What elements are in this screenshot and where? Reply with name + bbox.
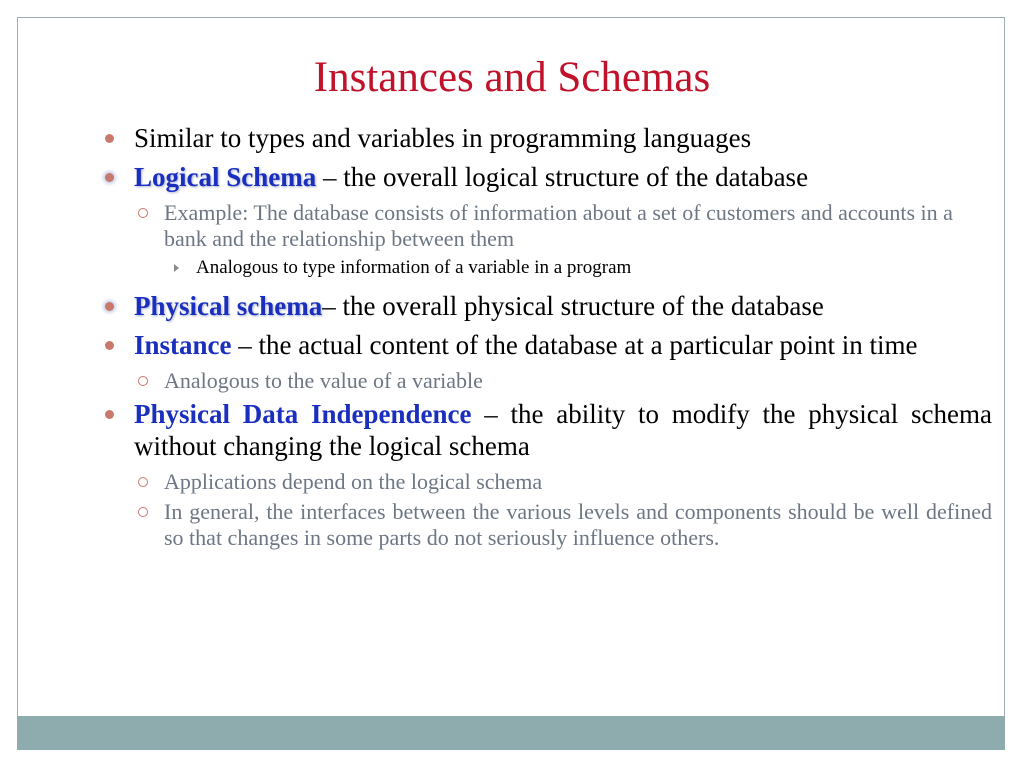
term-physical-schema: Physical schema [134,291,323,321]
bullet-item-similar-types [100,122,992,154]
hollow-circle-bullet-icon [138,477,148,487]
triangle-bullet-icon [174,264,179,272]
hollow-circle-bullet-icon [138,376,148,386]
footer-bar [17,716,1005,750]
term-logical-schema: Logical Schema [134,162,317,192]
bullet-text: – the ability to modify the physical schema without changing the logical schema [134,399,992,461]
bullet-text: Similar to types and variables in programming languages [134,123,752,153]
bullet-item-physical-data-independence [100,398,992,462]
sub-item-analogous-value [100,368,992,394]
term-instance: Instance [134,330,232,360]
sub-sub-item-text: Analogous to type information of a variable in a program [196,257,632,278]
sub-item-text: In general, the interfaces between the various levels and components should be well defined so that changes in some parts do not seriously influence others. [164,499,992,550]
bullet-dot-icon [105,173,114,182]
bullet-item-physical-schema [100,290,992,322]
bullet-dot-icon [105,302,114,311]
slide-content [100,122,992,555]
sub-item-text: Example: The database consists of information about a set of customers and accounts in a bank and the relationship between them [164,200,953,251]
bullet-dot-icon [105,341,114,350]
sub-item-text: Applications depend on the logical schema [164,469,543,494]
sub-item-example [100,200,992,252]
bullet-text: – the overall logical structure of the database [316,162,809,192]
bullet-item-instance [100,329,992,361]
term-physical-data-independence: Physical Data Independence [134,399,472,429]
sub-sub-item-analogous-type [100,256,992,280]
bullet-text: – the actual content of the database at a particular point in time [231,330,918,360]
sub-item-applications [100,469,992,495]
sub-item-interfaces [100,499,992,551]
bullet-dot-icon [105,410,114,419]
hollow-circle-bullet-icon [138,507,148,517]
slide-title: Instances and Schemas [313,54,711,101]
hollow-circle-bullet-icon [138,208,148,218]
bullet-dot-icon [105,134,114,143]
sub-item-text: Analogous to the value of a variable [164,368,483,393]
bullet-text: – the overall physical structure of the database [322,291,824,321]
bullet-item-logical-schema [100,161,992,193]
